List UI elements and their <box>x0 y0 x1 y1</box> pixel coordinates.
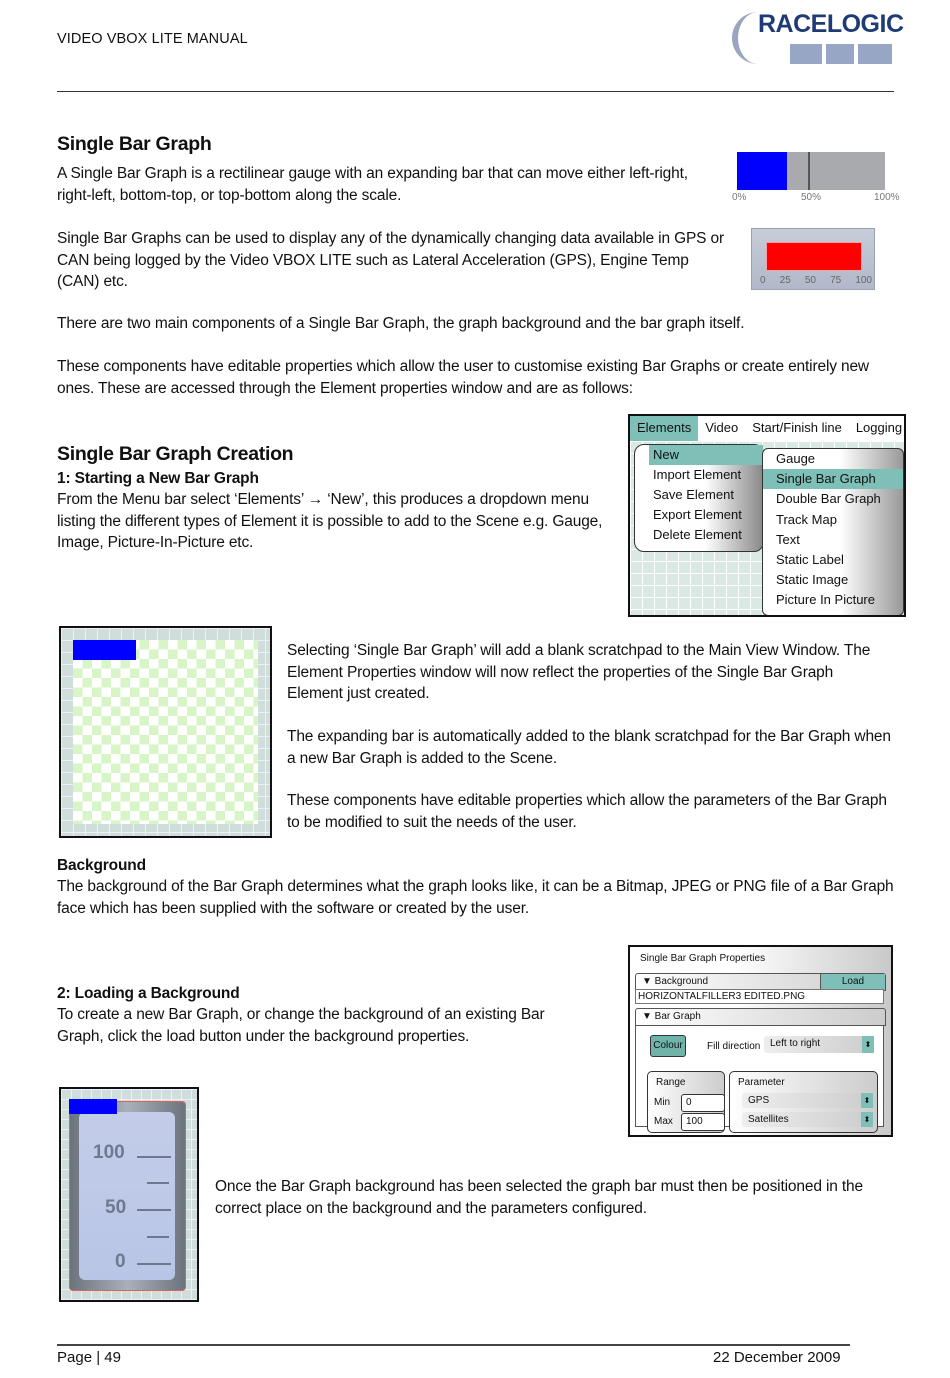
submenu-item-track-map[interactable]: Track Map <box>776 511 837 527</box>
scratchpad-paragraph-1: Selecting ‘Single Bar Graph’ will add a blank scratchpad to the Main View Window. The Element Properties window will now reflect the properties of the Single Bar Graph Element just created. <box>287 642 871 702</box>
scale-tick-label: 50 <box>804 275 816 286</box>
menu-item-delete-element[interactable]: Delete Element <box>653 527 742 542</box>
expanding-bar <box>73 640 136 660</box>
logo-wordmark: RACELOGIC <box>758 10 904 38</box>
document-date: 22 December 2009 <box>713 1349 841 1366</box>
racelogic-logo <box>732 8 904 66</box>
page-number: Page | 49 <box>57 1349 121 1366</box>
midpoint-marker <box>808 152 810 190</box>
bar-scale <box>760 275 872 286</box>
final-paragraph: Once the Bar Graph background has been selected the graph bar must then be positioned in the correct place on the background and the parameters configured. <box>215 1178 863 1217</box>
submenu-item-gauge[interactable]: Gauge <box>776 451 816 466</box>
major-tick <box>137 1209 171 1211</box>
menu-item-import-element[interactable]: Import Element <box>653 467 742 482</box>
section-title-creation: Single Bar Graph Creation <box>57 443 294 465</box>
menu-item-save-element[interactable]: Save Element <box>653 487 734 502</box>
min-label: Min <box>654 1097 671 1108</box>
single-bar-graph-properties-panel <box>628 945 893 1137</box>
fill-direction-value: Left to right <box>770 1038 821 1049</box>
elements-menu-screenshot <box>628 414 906 617</box>
scale-label-100: 100 <box>93 1142 125 1163</box>
menu-video[interactable]: Video <box>705 420 739 435</box>
menu-item-export-element[interactable]: Export Element <box>653 507 742 522</box>
scratchpad-paragraph-2: The expanding bar is automatically added to the blank scratchpad for the Bar Graph when a new Bar Graph is added to the Scene. <box>287 728 891 767</box>
bar-graph-section-header[interactable] <box>635 1008 886 1026</box>
submenu-item-single-bar-graph[interactable]: Single Bar Graph <box>763 469 903 489</box>
min-input[interactable]: 0 <box>681 1094 725 1112</box>
spinner-icon: ⬍ <box>862 1036 874 1053</box>
minor-tick <box>147 1236 169 1238</box>
fill-direction-select[interactable] <box>764 1036 874 1053</box>
step2-heading: 2: Loading a Background <box>57 985 240 1002</box>
expanding-bar <box>69 1099 117 1114</box>
background-filename: HORIZONTALFILLER3 EDITED.PNG <box>635 989 884 1004</box>
spinner-icon: ⬍ <box>861 1093 873 1108</box>
fill-direction-label: Fill direction <box>707 1041 761 1052</box>
scale-label-50: 50% <box>801 192 822 203</box>
step2-paragraph: To create a new Bar Graph, or change the background of an existing Bar Graph, click the load button under the background properties. <box>57 1006 545 1045</box>
scale-tick-label: 0 <box>760 275 766 286</box>
background-paragraph: The background of the Bar Graph determines what the graph looks like, it can be a Bitmap, JPEG or PNG file of a Bar Graph face which has been supplied with the software or created by the user. <box>57 878 894 917</box>
menu-bar <box>630 416 904 441</box>
circuit-icon <box>858 44 892 64</box>
background-section-label: ▼ Background <box>642 976 709 987</box>
range-group <box>647 1071 725 1133</box>
scratchpad-paragraph-3: These components have editable properties which allow the parameters of the Bar Graph to be modified to suit the needs of the user. <box>287 792 887 831</box>
submenu-item-text[interactable]: Text <box>776 531 800 547</box>
menu-logging[interactable]: Logging <box>855 420 903 435</box>
parameter-group <box>729 1071 878 1133</box>
document-header-title: VIDEO VBOX LITE MANUAL <box>57 31 248 47</box>
panel-title: Single Bar Graph Properties <box>640 953 766 964</box>
load-button[interactable]: Load <box>820 974 885 990</box>
section-title-single-bar-graph: Single Bar Graph <box>57 133 212 155</box>
menu-elements[interactable]: Elements <box>630 416 698 441</box>
major-tick <box>137 1156 171 1158</box>
red-bar-graph-image <box>751 228 875 290</box>
major-tick <box>137 1263 171 1265</box>
spinner-icon: ⬍ <box>861 1112 873 1127</box>
step1-paragraph: From the Menu bar select ‘Elements’ → ‘New’, this produces a dropdown menu listing the different types of Element it is possible to add to the Scene e.g. Gauge, Image, Picture-In-Picture etc. <box>57 491 603 551</box>
max-input[interactable]: 100 <box>681 1113 725 1131</box>
scale-label-0: 0 <box>115 1251 126 1272</box>
minor-tick <box>147 1182 169 1184</box>
parameter-label: Parameter <box>738 1077 785 1088</box>
parameter-source-select[interactable] <box>742 1093 873 1108</box>
range-label: Range <box>656 1077 686 1088</box>
transparent-checker-background <box>73 640 258 824</box>
parameter-channel-value: Satellites <box>748 1114 789 1125</box>
properties-paragraph: These components have editable properties which allow the user to customise existing Bar Graphs or create entirely new ones. These are accessed through the Element properties window and are as follows: <box>57 358 869 397</box>
scale-tick-label: 100 <box>855 275 872 286</box>
menu-start-finish-line[interactable]: Start/Finish line <box>752 420 842 435</box>
blank-scratchpad-image <box>59 626 272 838</box>
scale-tick-label: 25 <box>779 275 791 286</box>
gauge-face <box>79 1112 175 1280</box>
components-paragraph: There are two main components of a Single Bar Graph, the graph background and the bar graph itself. <box>57 315 745 332</box>
elements-dropdown <box>634 444 764 552</box>
intro-paragraph: A Single Bar Graph is a rectilinear gauge with an expanding bar that can move either left-right, right-left, bottom-top, or top-bottom along the scale. <box>57 165 688 204</box>
new-submenu <box>762 448 904 616</box>
submenu-item-double-bar-graph[interactable]: Double Bar Graph <box>776 491 881 507</box>
menu-item-new[interactable]: New <box>649 445 763 465</box>
step1-heading: 1: Starting a New Bar Graph <box>57 470 259 487</box>
footer-divider <box>57 1344 850 1346</box>
max-label: Max <box>654 1116 673 1127</box>
colour-button[interactable]: Colour <box>650 1035 686 1057</box>
parameter-channel-select[interactable] <box>742 1112 873 1127</box>
submenu-item-static-image[interactable]: Static Image <box>776 572 849 588</box>
background-heading: Background <box>57 857 146 874</box>
gauge-frame <box>69 1101 186 1291</box>
parameter-source-value: GPS <box>748 1095 770 1106</box>
submenu-item-picture-in-picture[interactable]: Picture In Picture <box>776 592 875 608</box>
satellite-icon <box>826 44 854 64</box>
bar-fill <box>766 242 862 271</box>
car-icon <box>790 44 822 64</box>
scale-label-0: 0% <box>732 192 747 203</box>
submenu-item-static-label[interactable]: Static Label <box>776 551 844 567</box>
bar-graph-section-label: ▼ Bar Graph <box>642 1011 701 1022</box>
scale-label-100: 100% <box>874 192 900 203</box>
horizontal-bar-graph-image <box>737 152 885 190</box>
header-divider <box>57 91 894 92</box>
bar-fill <box>737 152 787 190</box>
usage-paragraph: Single Bar Graphs can be used to display any of the dynamically changing data available in GPS or CAN being logged by the Video VBOX LITE such as Lateral Acceleration (GPS), Engine Temp (CAN) etc. <box>57 230 724 290</box>
scale-tick-label: 75 <box>830 275 842 286</box>
bar-graph-background-image <box>59 1087 199 1302</box>
scale-label-50: 50 <box>105 1197 127 1218</box>
